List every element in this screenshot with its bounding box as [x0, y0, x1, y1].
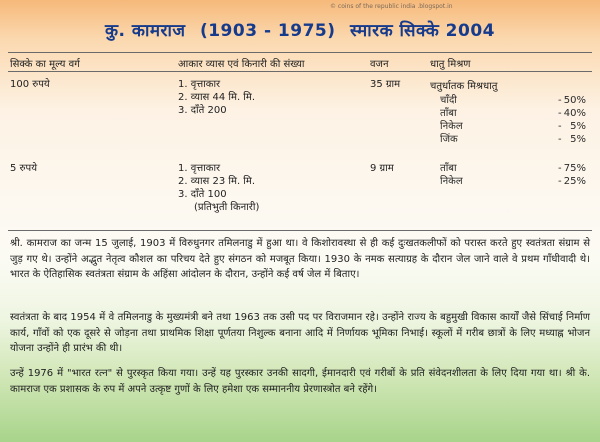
biography-paragraph: श्री. कामराज का जन्म 15 जुलाई, 1903 में विरुधुनगर तमिलनाडु में हुआ था। वे किशोरावस्था से ही कई दुःखतकलीफों को परास्त करते हुए स्वतंत्रता संग्राम से जुड़ गए थे। उन्होंने अद्भुत नेतृत्व कौशल का परिचय देते हुए संगठन को मजबूत किया। 1930 के नमक सत्याग्रह के दौरान जेल जाने वाले वे प्रथम गाँधीवादी थे। भारत के ऐतिहासिक स्वतंत्रता संग्राम के अहिंसा आंदोलन के दौरान, उन्होंने कई वर्ष जेल में बिताए। — [10, 238, 590, 280]
denomination-5: 5 रुपये — [10, 163, 38, 174]
metal-list-5 — [440, 162, 586, 188]
spec-item: 1. वृत्ताकार — [178, 79, 221, 90]
table-bottom-divider — [8, 230, 592, 231]
metal-row: ताँबा - 75% — [440, 163, 586, 174]
spec-item: 2. व्यास 44 मि. मि. — [178, 92, 256, 103]
spec-item: (प्रतिभुती किनारी) — [194, 202, 260, 213]
title-name: कु. कामराज — [105, 21, 186, 41]
spec-item: 3. दाँते 200 — [178, 105, 227, 116]
watermark-text: © coins of the republic india .blogspot.in — [330, 3, 453, 10]
col-header-alloy: धातु मिश्रण — [430, 59, 471, 70]
specs-100 — [178, 78, 255, 117]
metal-row: जिंक - 5% — [440, 134, 586, 145]
title-suffix: स्मारक सिक्के 2004 — [349, 21, 495, 41]
weight-5: 9 ग्राम — [370, 163, 394, 174]
spec-item: 3. दाँते 100 — [178, 189, 227, 200]
col-header-specs: आकार व्यास एवं किनारी की संख्या — [178, 59, 305, 70]
metal-list-100 — [440, 94, 586, 146]
page-title — [0, 18, 600, 41]
alloy-title-100: चतुर्धातक मिश्रधातु — [430, 81, 498, 92]
metal-row: चाँदी - 50% — [440, 95, 586, 106]
metal-row: निकेल - 25% — [440, 176, 586, 187]
denomination-100: 100 रुपये — [10, 79, 50, 90]
spec-item: 2. व्यास 23 मि. मि. — [178, 176, 256, 187]
biography-paragraph: उन्हें 1976 में "भारत रत्न" से पुरस्कृत किया गया। उन्हें यह पुरस्कार उनकी सादगी, ईमानदारी एवं गरीबों के प्रति संवेदनशीलता के लिए दिया गया था। श्री के. कामराज एक प्रशासक के रुप में अपने उत्कृष्ट गुणों के लिए हमेशा एक सम्माननीय प्रेरणास्त्रोत बने रहेंगे। — [10, 368, 590, 395]
metal-row: ताँबा - 40% — [440, 108, 586, 119]
biography-paragraph: स्वतंत्रता के बाद 1954 में वे तमिलनाडु के मुख्यमंत्री बने तथा 1963 तक उसी पद पर विराजमान रहे। उन्होंने राज्य के बहुमुखी विकास कार्यों जैसे सिंचाई निर्माण कार्य, गाँवों को एक दूसरे से जोड़ना तथा प्राथमिक शिक्षा पूर्णतया निशुल्क बनाना आदि में निर्णायक भूमिका निभाई। स्कूलों में गरीब छात्रों के लिए मध्याह्न भोजन योजना उन्होंने ही प्रारंभ की थी। — [10, 312, 590, 354]
table-header-divider — [8, 71, 592, 72]
col-header-weight: वजन — [370, 59, 389, 70]
weight-100: 35 ग्राम — [370, 79, 401, 90]
col-header-denomination: सिक्के का मूल्य वर्ग — [10, 59, 80, 70]
metal-row: निकेल - 5% — [440, 121, 586, 132]
specs-5 — [178, 162, 259, 214]
spec-item: 1. वृत्ताकार — [178, 163, 221, 174]
table-top-divider — [8, 52, 592, 53]
title-years: (1903 - 1975) — [199, 21, 336, 41]
